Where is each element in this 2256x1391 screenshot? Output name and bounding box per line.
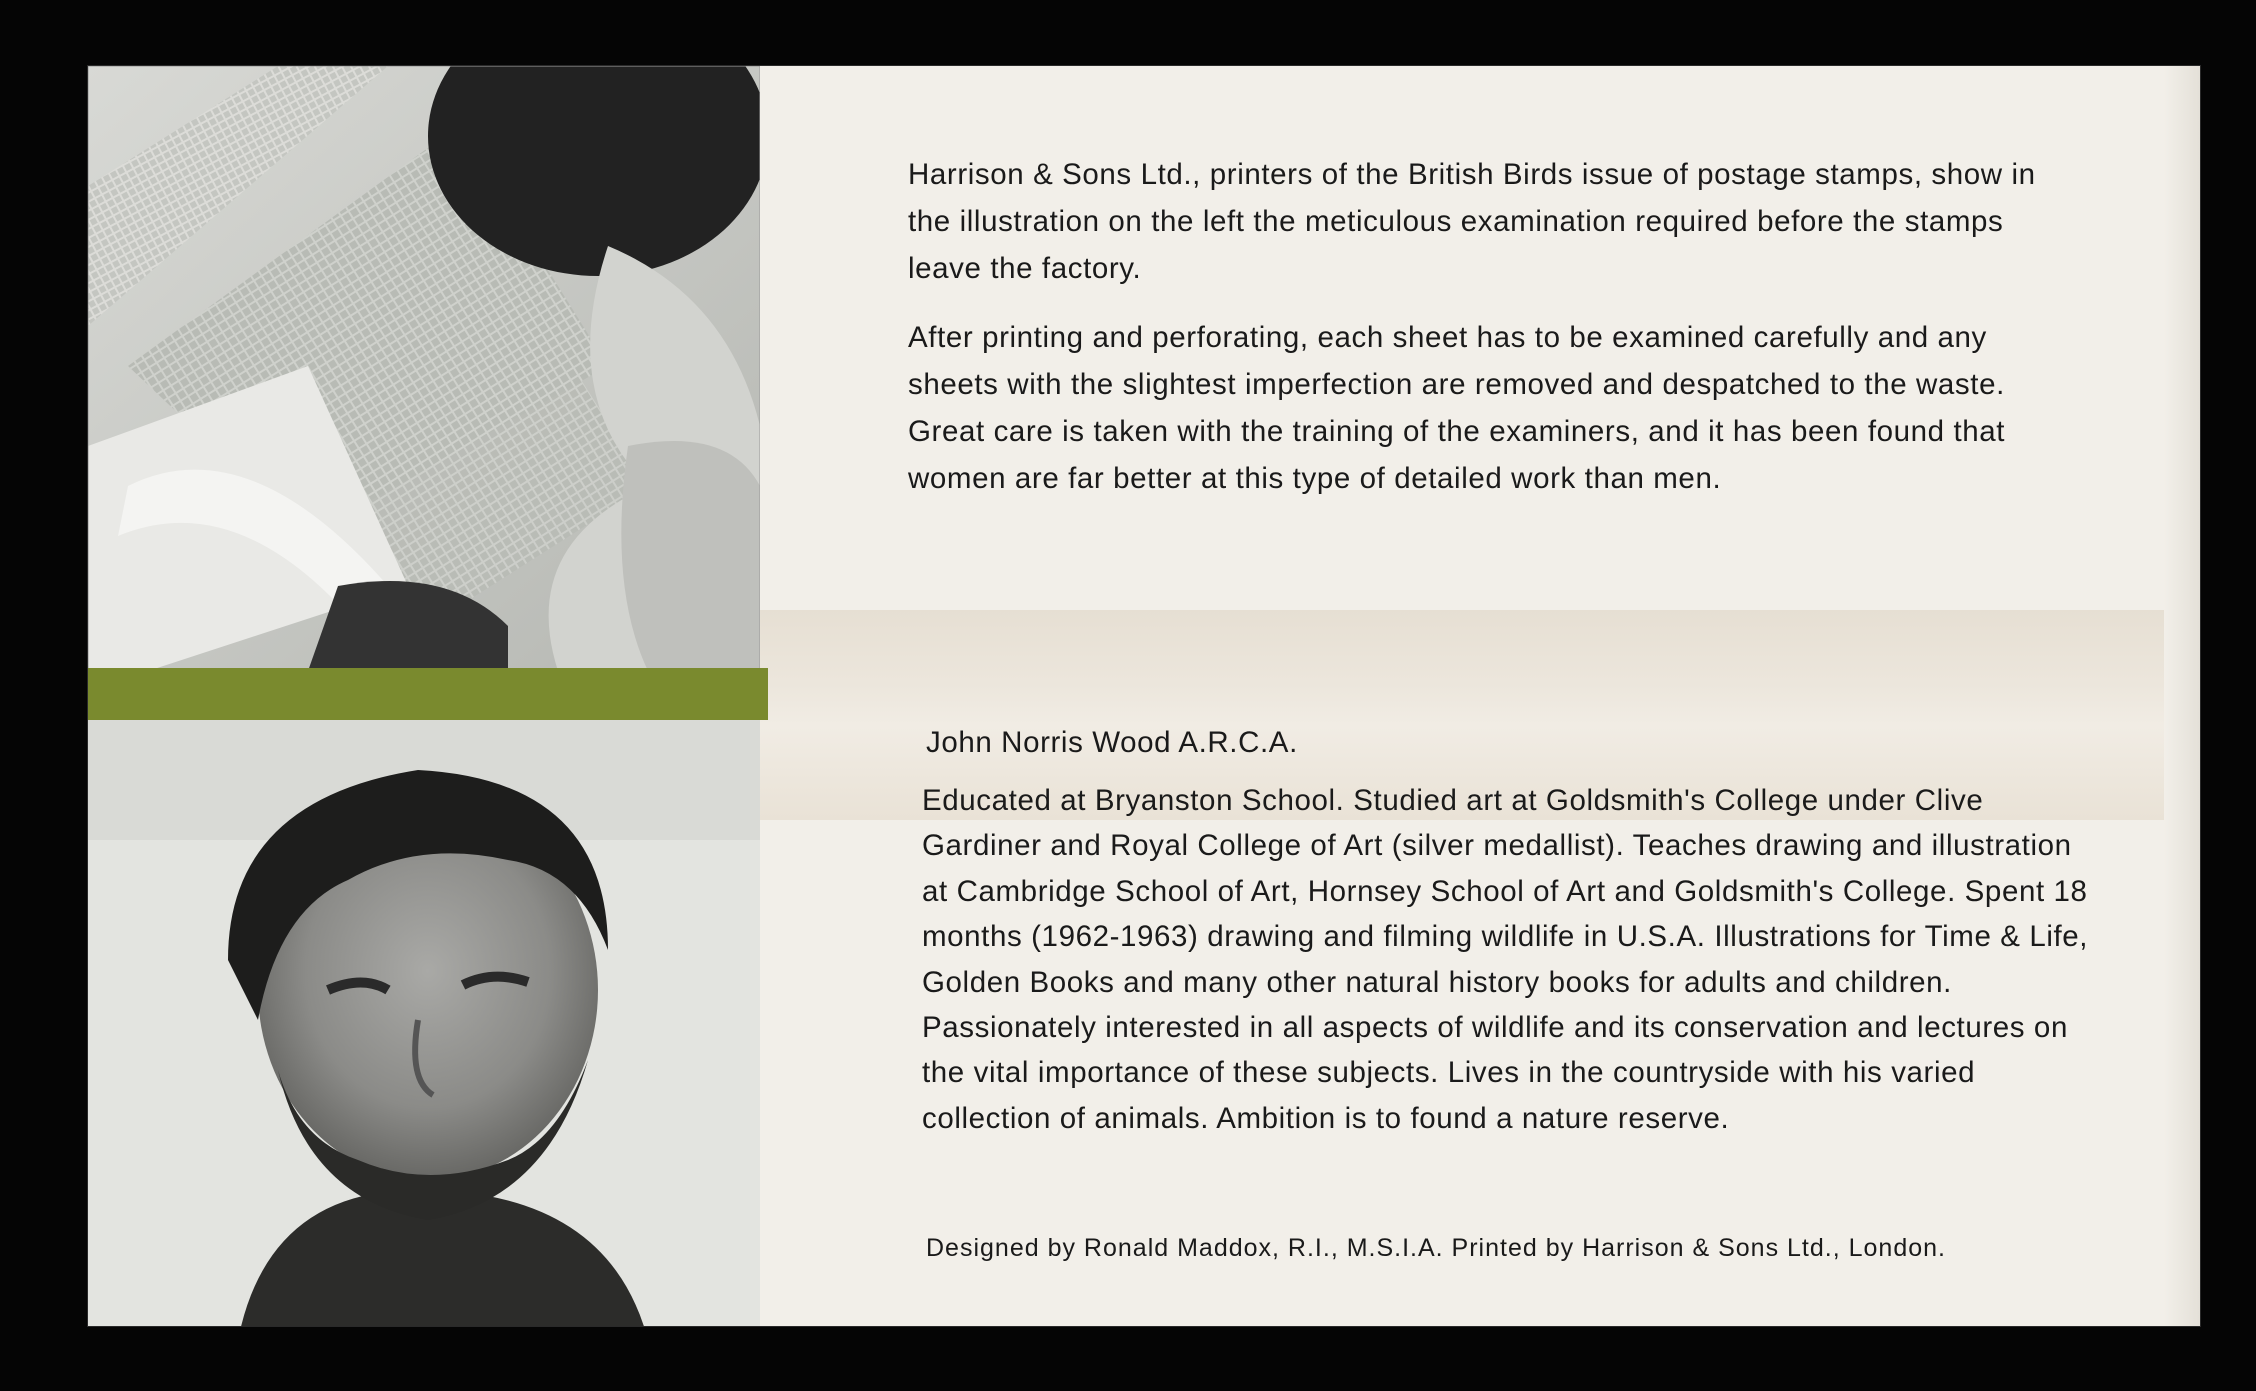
designer-name: John Norris Wood A.R.C.A. [926,726,1298,759]
stamp-sheet-examination-photo-icon [88,66,760,671]
portrait-photo-icon [88,720,760,1326]
intro-paragraph-2: After printing and perforating, each sheet has to be examined carefully and any sheets with the slightest imperfection are removed and despatched to the waste. Great care is taken with the training of the examiners, and it has been found that women are far better at this type of detailed work than men. [908,321,2006,495]
designer-bio: Educated at Bryanston School. Studied art at Goldsmith's College under Clive Gardiner and Royal College of Art (silver medallist). Teaches drawing and illustration at Cambridge School of Art, Hornsey School of Art and Goldsmith's College. Spent 18 months (1962-1963) drawing and filming wildlife in U.S.A. Illustrations for Time & Life, Golden Books and many other natural history books for adults and children. Passionately interested in all aspects of wildlife and its conservation and lectures on the vital importance of these subjects. Lives in the countryside with his varied collection of animals. Ambition is to found a nature reserve. [922,784,2089,1135]
printer-credit: Designed by Ronald Maddox, R.I., M.S.I.A. Printed by Harrison & Sons Ltd., London. [926,1234,1946,1262]
page-edge-shadow [2164,66,2200,1326]
green-band [88,668,768,720]
intro-paragraph-1: Harrison & Sons Ltd., printers of the British Birds issue of postage stamps, show in the illustration on the left the meticulous examination required before the stamps leave the factory. [908,158,2036,285]
